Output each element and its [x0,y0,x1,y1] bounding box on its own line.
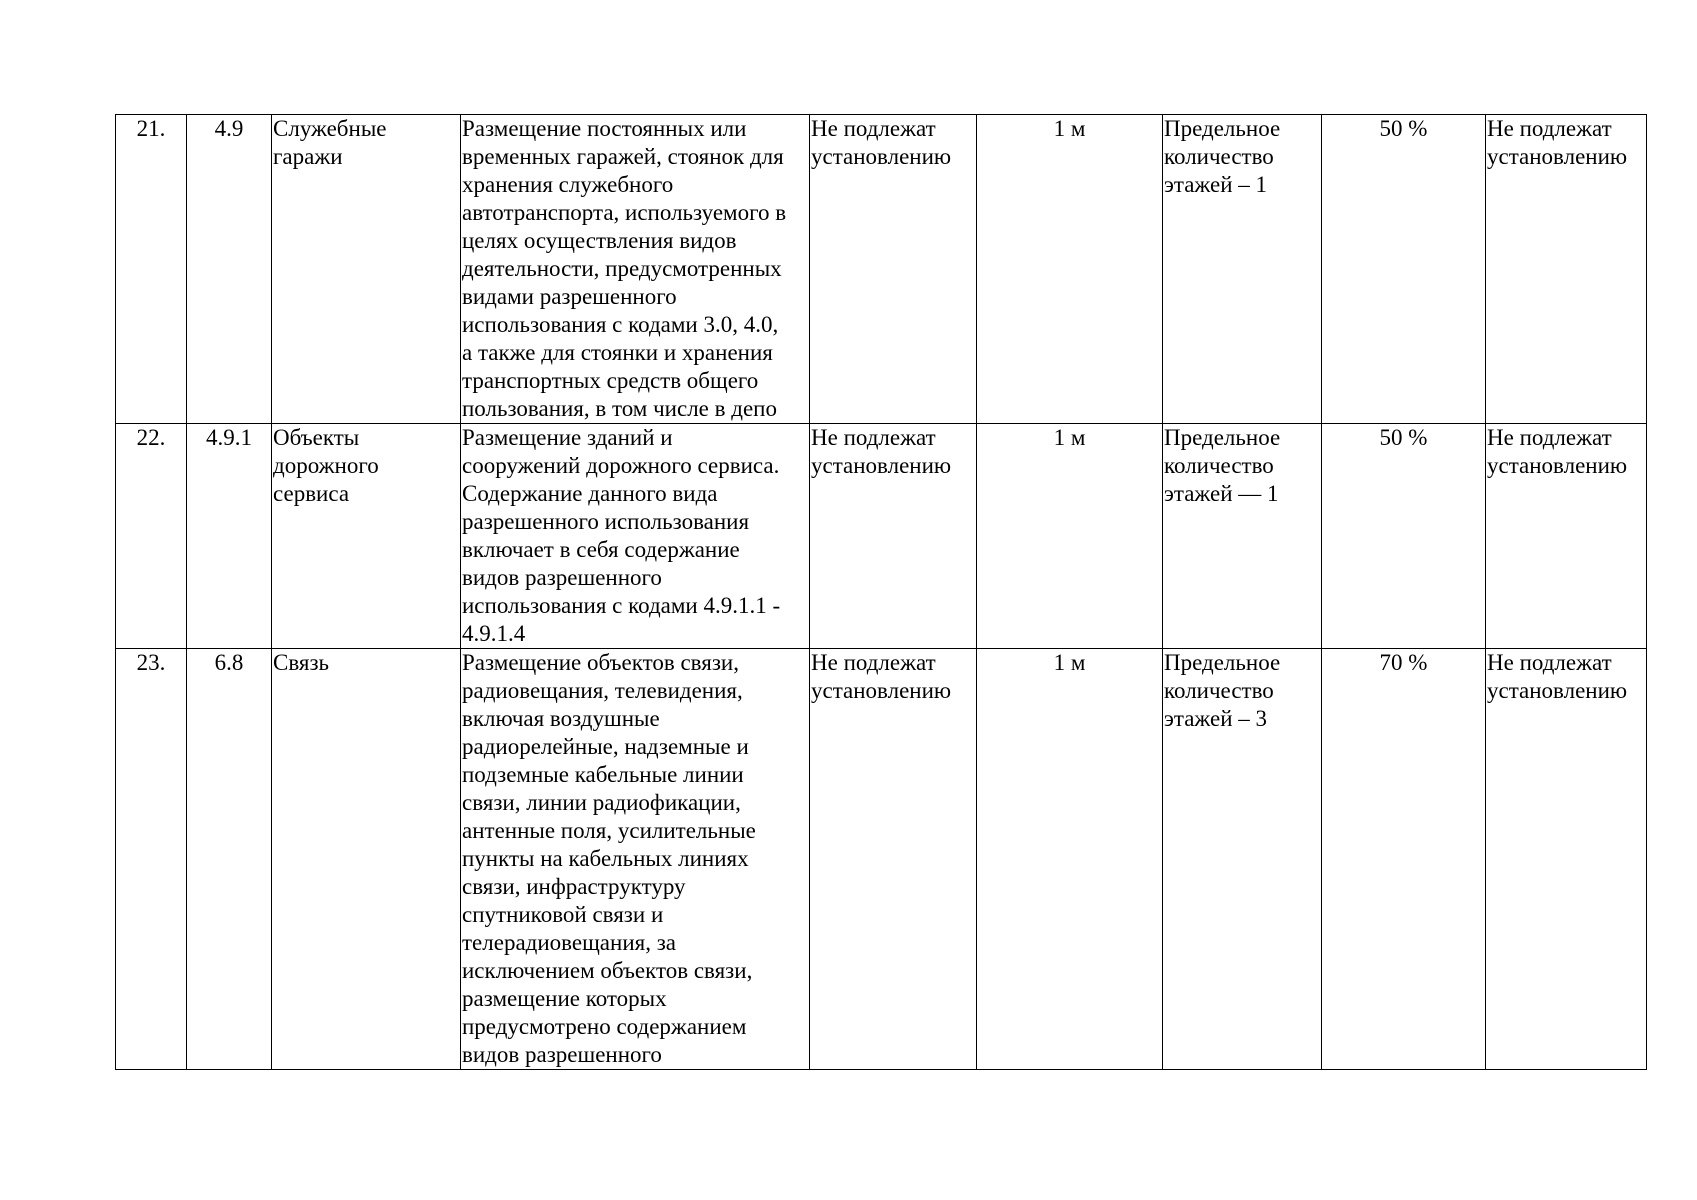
max-coverage-cell: 50 % [1322,115,1486,424]
max-floors-cell: Предельное количество этажей – 3 [1163,649,1322,1070]
max-coverage-cell: 70 % [1322,649,1486,1070]
row-number-cell: 21. [116,115,187,424]
setback-cell: 1 м [977,649,1163,1070]
min-area-cell: Не подлежат установлению [810,424,977,649]
use-description-cell: Размещение постоянных или временных гаражей, стоянок для хранения служебного автотранспорта, используемого в целях осуществления видов деятельности, предусмотренных видами разрешенного использования с кодами 3.0, 4.0, а также для стоянки и хранения транспортных средств общего пользования, в том числе в депо [461,115,810,424]
setback-cell: 1 м [977,115,1163,424]
setback-cell: 1 м [977,424,1163,649]
use-code-cell: 4.9 [187,115,272,424]
row-number-cell: 22. [116,424,187,649]
other-params-cell: Не подлежат установлению [1486,649,1647,1070]
use-code-cell: 4.9.1 [187,424,272,649]
use-description-cell: Размещение зданий и сооружений дорожного сервиса. Содержание данного вида разрешенного использования включает в себя содержание видов разрешенного использования с кодами 4.9.1.1 - 4.9.1.4 [461,424,810,649]
max-floors-cell: Предельное количество этажей – 1 [1163,115,1322,424]
land-use-table [115,114,1647,1070]
use-name-cell: Служебные гаражи [272,115,461,424]
table-row [116,649,1647,1070]
table-row [116,424,1647,649]
max-floors-cell: Предельное количество этажей — 1 [1163,424,1322,649]
use-description-cell: Размещение объектов связи, радиовещания, телевидения, включая воздушные радиорелейные, надземные и подземные кабельные линии связи, линии радиофикации, антенные поля, усилительные пункты на кабельных линиях связи, инфраструктуру спутниковой связи и телерадиовещания, за исключением объектов связи, размещение которых предусмотрено содержанием видов разрешенного [461,649,810,1070]
use-name-cell: Объекты дорожного сервиса [272,424,461,649]
use-name-cell: Связь [272,649,461,1070]
other-params-cell: Не подлежат установлению [1486,115,1647,424]
min-area-cell: Не подлежат установлению [810,649,977,1070]
use-code-cell: 6.8 [187,649,272,1070]
other-params-cell: Не подлежат установлению [1486,424,1647,649]
row-number-cell: 23. [116,649,187,1070]
min-area-cell: Не подлежат установлению [810,115,977,424]
max-coverage-cell: 50 % [1322,424,1486,649]
table-row [116,115,1647,424]
